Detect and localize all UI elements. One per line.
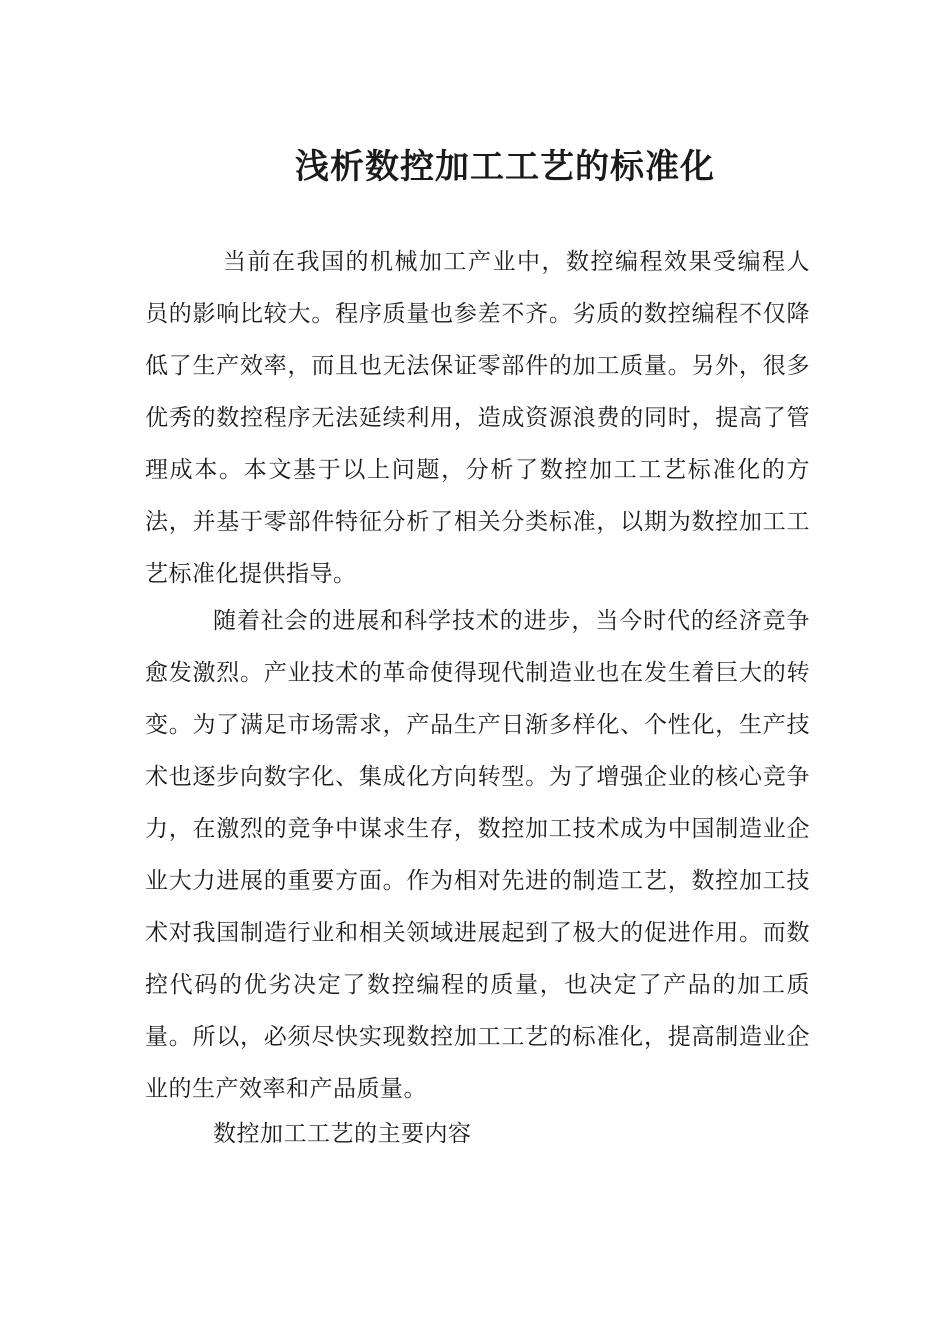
paragraph-intro: 当前在我国的机械加工产业中，数控编程效果受编程人员的影响比较大。程序质量也参差不齐。劣质的数控编程不仅降低了生产效率，而且也无法保证零部件的加工质量。另外，很多优秀的数控程序无法延续利用，造成资源浪费的同时，提高了管理成本。本文基于以上问题，分析了数控加工工艺标准化的方法，并基于零部件特征分析了相关分类标准，以期为数控加工工艺标准化提供指导。 <box>145 249 810 587</box>
document-title: 浅析数控加工工艺的标准化 <box>295 146 715 187</box>
paragraph-background: 随着社会的进展和科学技术的进步，当今时代的经济竞争愈发激烈。产业技术的革命使得现代制造业也在发生着巨大的转变。为了满足市场需求，产品生产日渐多样化、个性化，生产技术也逐步向数字化、集成化方向转型。为了增强企业的核心竞争力，在激烈的竞争中谋求生存，数控加工技术成为中国制造业企业大力进展的重要方面。作为相对先进的制造工艺，数控加工技术对我国制造行业和相关领域进展起到了极大的促进作用。而数控代码的优劣决定了数控编程的质量，也决定了产品的加工质量。所以，必须尽快实现数控加工工艺的标准化，提高制造业企业的生产效率和产品质量。 <box>145 608 810 1102</box>
section-heading: 数控加工工艺的主要内容 <box>213 1121 472 1147</box>
